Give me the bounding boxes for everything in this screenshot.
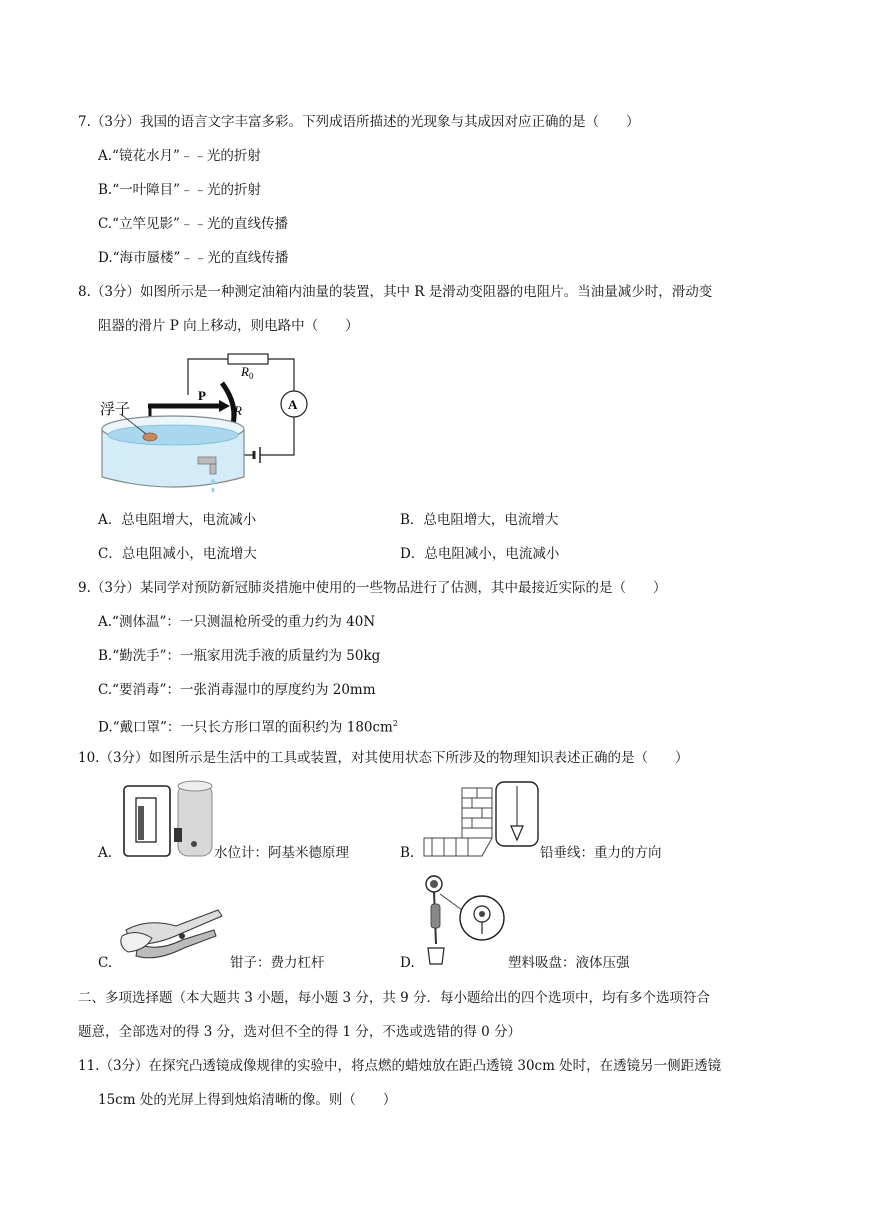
q7-option-c: C.“立竿见影”﹣﹣光的直线传播 [98, 216, 288, 232]
water-gauge-figure [122, 778, 214, 858]
q9-option-a: A.“测体温”：一只测温枪所受的重力约为 40N [98, 614, 376, 630]
r0-label: $R_0$ [241, 364, 254, 381]
pliers-figure [118, 900, 230, 970]
q11-stem-line1: 11.（3分）在探究凸透镜成像规律的实验中，将点燃的蜡烛放在距凸透镜 30cm 处时，在透镜另一侧距透镜 [78, 1058, 722, 1074]
q11-stem-line2: 15cm 处的光屏上得到烛焰清晰的像。则（ ） [98, 1092, 397, 1108]
q9-option-c: C.“要消毒”：一张消毒湿巾的厚度约为 20mm [98, 682, 376, 698]
q9-option-d: D.“戴口罩”：一只长方形口罩的面积约为 $180cm^2$ [98, 719, 398, 736]
q9-stem: 9.（3分）某同学对预防新冠肺炎措施中使用的一些物品进行了估测，其中最接近实际的是（ ） [78, 580, 667, 596]
r0-resistor [228, 354, 268, 364]
q9-option-b: B.“勤洗手”：一瓶家用洗手液的质量约为 50kg [98, 648, 381, 664]
float-label: 浮子 [100, 402, 131, 418]
section2-heading-line2: 题意，全部选对的得 3 分，选对但不全的得 1 分，不选或选错的得 0 分） [78, 1024, 522, 1040]
q10-option-c-text: 钳子：费力杠杆 [230, 955, 325, 971]
q10-option-c-letter: C. [98, 955, 113, 971]
q10-option-b-letter: B. [400, 845, 415, 861]
q7-option-a: A.“镜花水月”﹣﹣光的折射 [98, 148, 261, 164]
q8-option-b: B．总电阻增大，电流增大 [400, 512, 559, 528]
faucet-icon [198, 457, 216, 464]
oil-gauge-circuit-figure [98, 345, 323, 497]
q10-option-d-text: 塑料吸盘：液体压强 [508, 955, 630, 971]
p-label: P [198, 388, 206, 403]
r-label: R [234, 403, 242, 418]
q10-option-a-text: 水位计：阿基米德原理 [214, 845, 349, 861]
ammeter-label: A [288, 397, 298, 412]
q8-stem-line2: 阻器的滑片 P 向上移动，则电路中（ ） [98, 318, 359, 334]
q10-option-a-letter: A. [98, 845, 113, 861]
q7-option-d: D.“海市蜃楼”﹣﹣光的直线传播 [98, 250, 289, 266]
suction-cup-figure [420, 874, 508, 970]
q8-stem-line1: 8.（3分）如图所示是一种测定油箱内油量的装置，其中 R 是滑动变阻器的电阻片。当油量减少时，滑动变 [78, 284, 713, 300]
q8-option-c: C．总电阻减小，电流增大 [98, 546, 257, 562]
q7-option-b: B.“一叶障目”﹣﹣光的折射 [98, 182, 262, 198]
q8-option-d: D．总电阻减小，电流减小 [400, 546, 560, 562]
q7-stem: 7.（3分）我国的语言文字丰富多彩。下列成语所描述的光现象与其成因对应正确的是（ ） [78, 114, 640, 130]
section2-heading-line1: 二、多项选择题（本大题共 3 小题，每小题 3 分，共 9 分．每小题给出的四个选项中，均有多个选项符合 [78, 990, 711, 1006]
q10-option-d-letter: D. [400, 955, 415, 971]
q8-option-a: A．总电阻增大，电流减小 [98, 512, 257, 528]
float-icon [143, 433, 157, 441]
q10-option-b-text: 铅垂线：重力的方向 [540, 845, 662, 861]
plumb-line-figure [422, 778, 540, 858]
q10-stem: 10.（3分）如图所示是生活中的工具或装置，对其使用状态下所涉及的物理知识表述正确的是（ ） [78, 750, 689, 766]
